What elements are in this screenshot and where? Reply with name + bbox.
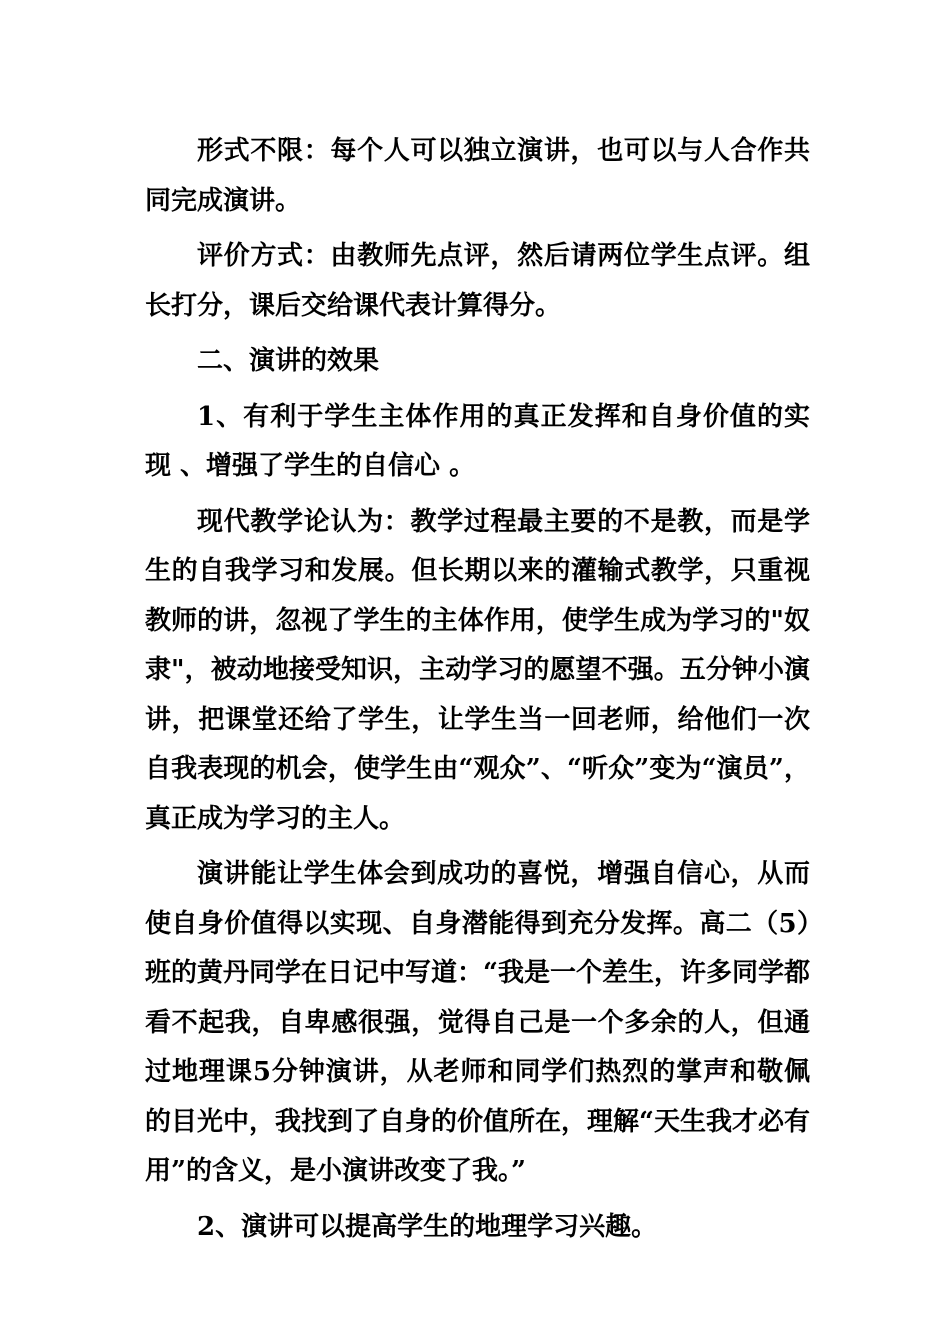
paragraph-format: 形式不限：每个人可以独立演讲，也可以与人合作共同完成演讲。 [145, 136, 810, 216]
document-body [145, 127, 810, 1252]
point-heading-1: 1、有利于学生主体作用的真正发挥和自身价值的实现 、增强了学生的自信心 。 [145, 401, 810, 481]
paragraph-modern-teaching: 现代教学论认为：教学过程最主要的不是教，而是学生的自我学习和发展。但长期以来的灌输式教学，只重视教师的讲，忽视了学生的主体作用，使学生成为学习的"奴隶"，被动地接受知识，主动学习的愿望不强。五分钟小演讲，把课堂还给了学生，让学生当一回老师，给他们一次自我表现的机会，使学生由“观众”、“听众”变为“演员”，真正成为学习的主人。 [145, 506, 810, 834]
section-heading-effects: 二、演讲的效果 [197, 346, 380, 376]
point-heading-2: 2、演讲可以提高学生的地理学习兴趣。 [197, 1211, 658, 1242]
paragraph-confidence: 演讲能让学生体会到成功的喜悦，增强自信心，从而使自身价值得以实现、自身潜能得到充分发挥。高二（5）班的黄丹同学在日记中写道：“我是一个差生，许多同学都看不起我，自卑感很强，觉得自己是一个多余的人，但通过地理课5分钟演讲，从老师和同学们热烈的掌声和敬佩的目光中，我找到了自身的价值所在，理解“天生我才必有用”的含义，是小演讲改变了我。” [145, 859, 810, 1186]
paragraph-evaluation: 评价方式：由教师先点评，然后请两位学生点评。组长打分，课后交给课代表计算得分。 [145, 241, 810, 321]
